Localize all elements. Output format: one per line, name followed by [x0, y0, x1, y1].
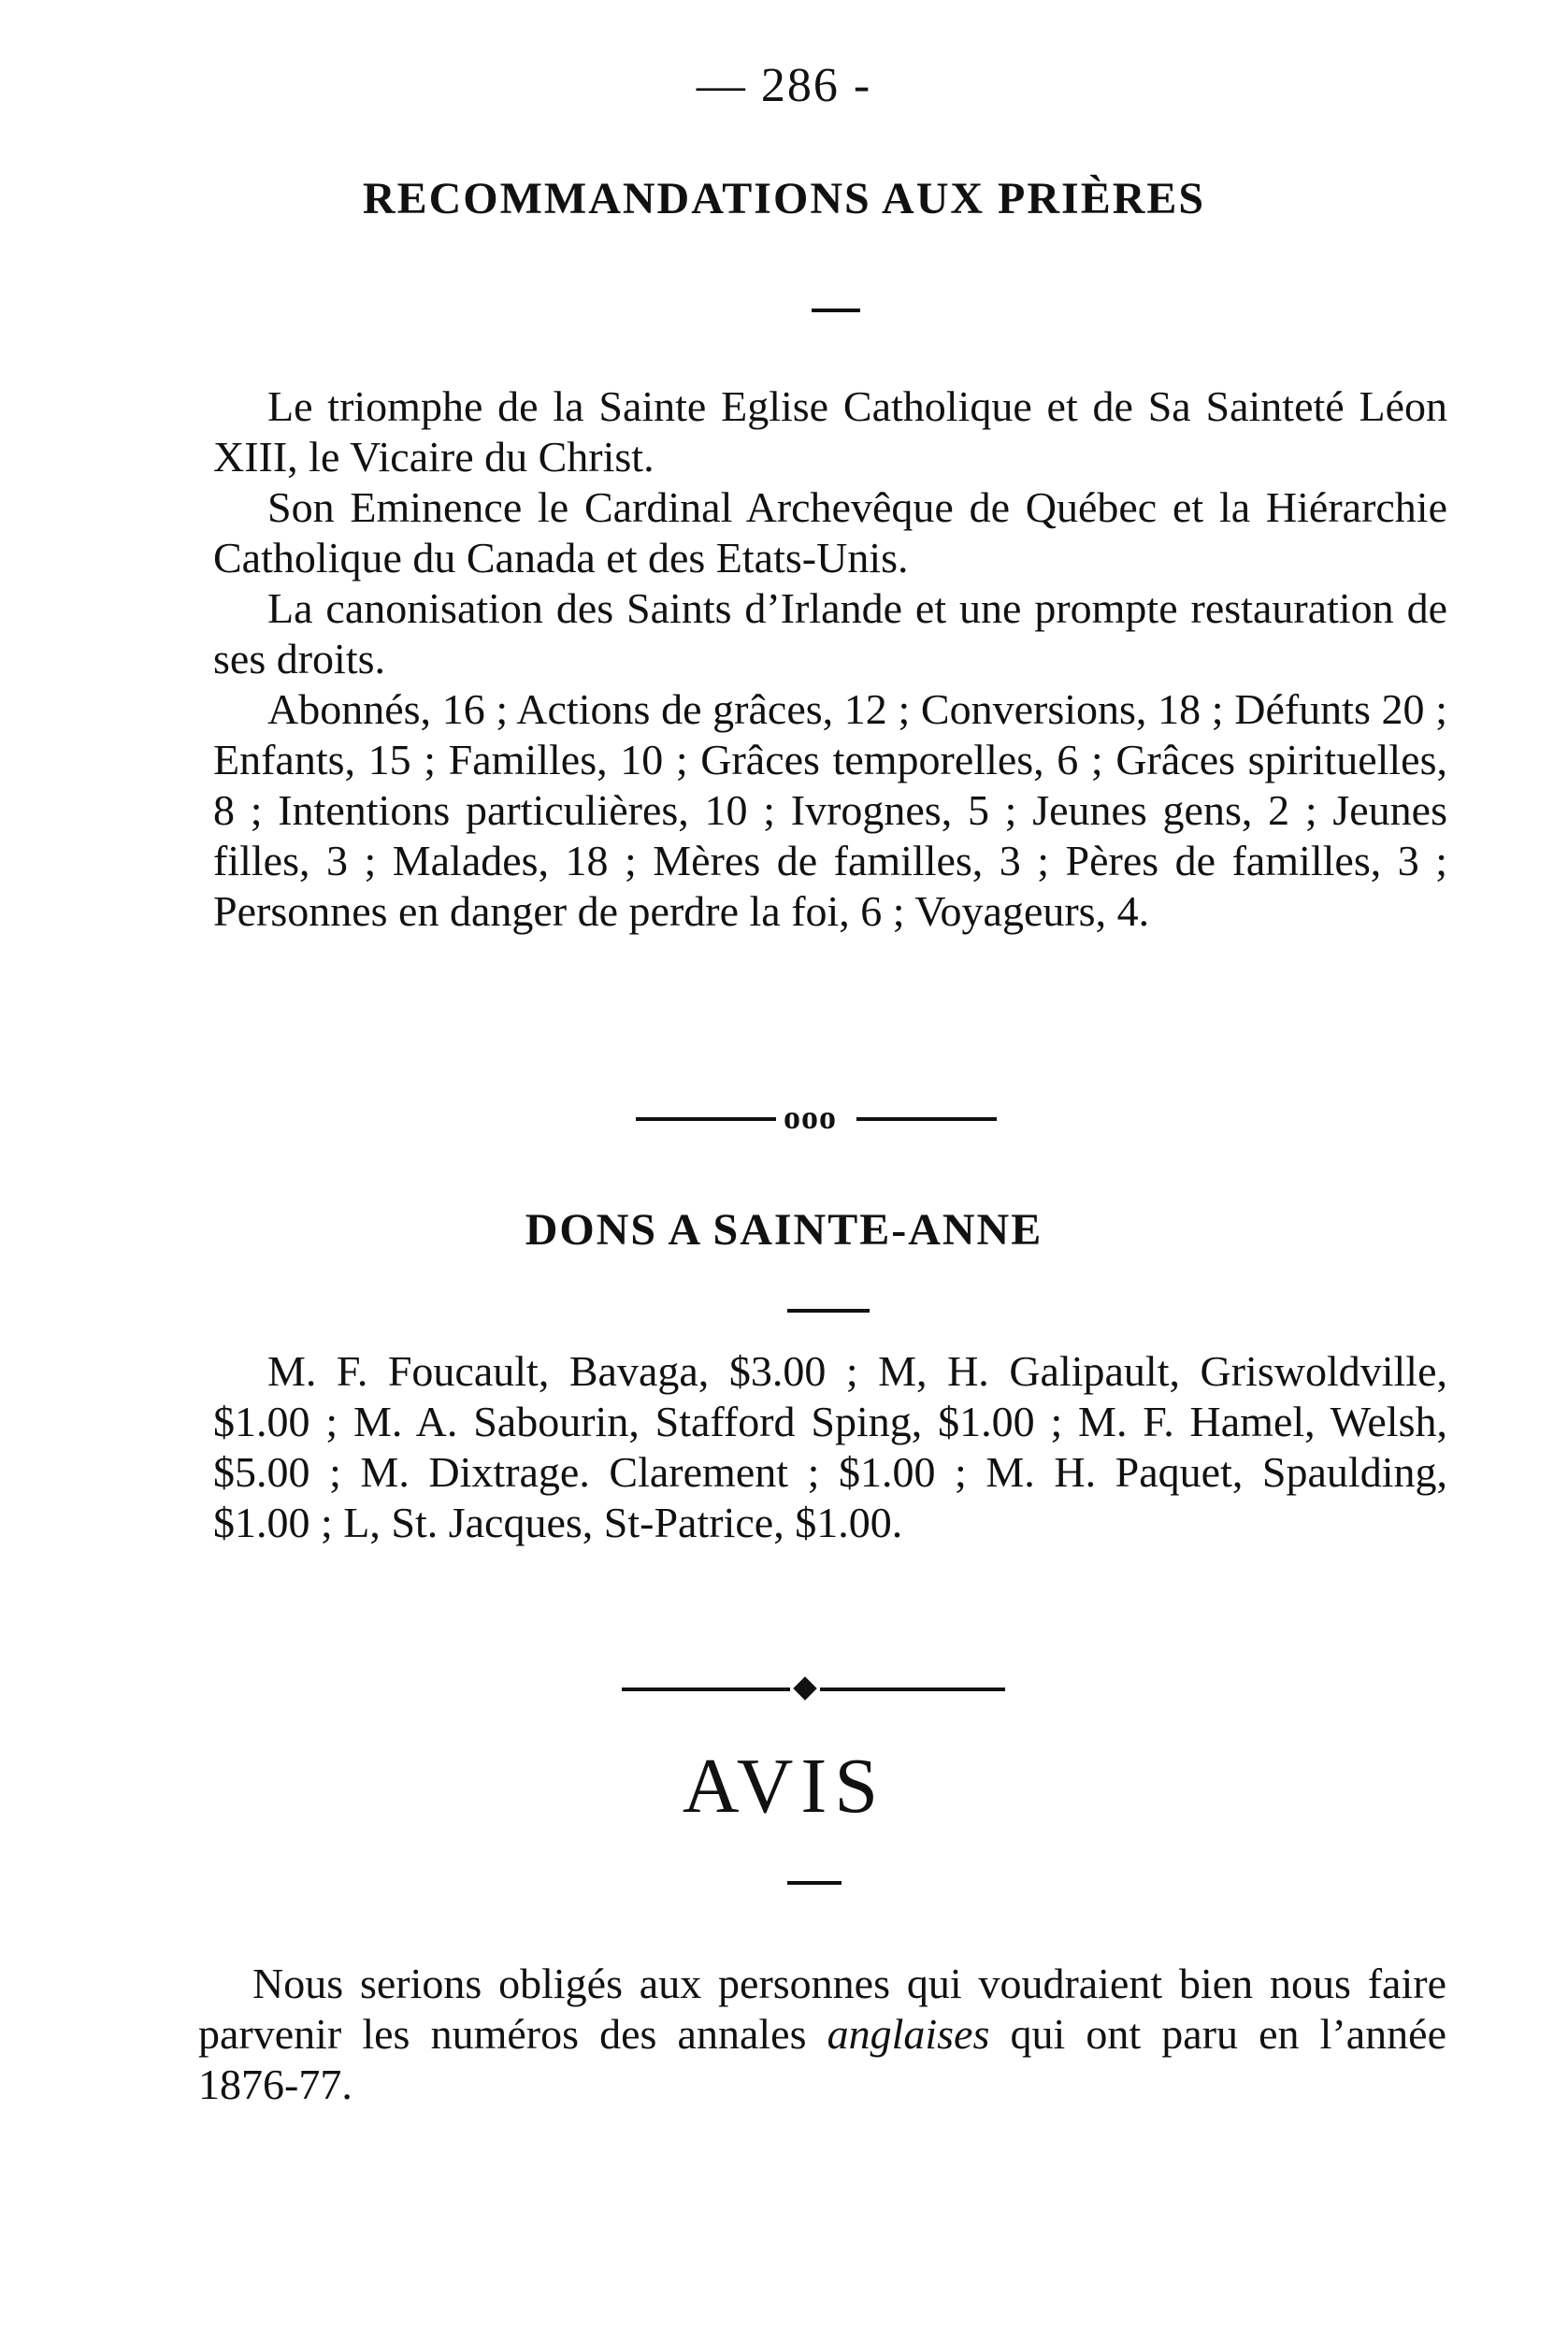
section-title-dons: DONS A SAINTE-ANNE — [525, 1205, 1043, 1255]
paragraph: Son Eminence le Cardinal Archevêque de Québec et la Hiérarchie Catholique du Canada et des Etats-Unis. — [213, 483, 1447, 582]
ooo-separator — [636, 1099, 1010, 1136]
page-number: — 286 - — [696, 59, 872, 112]
section-title-avis: AVIS — [682, 1743, 886, 1830]
diamond-separator — [622, 1678, 1005, 1701]
avis-text-start: Nous serions obligés aux personnes qui voudraient bien nous faire parvenir les numéros des annales — [198, 1960, 1446, 2058]
separator-line — [622, 1688, 790, 1691]
recommandations-text — [213, 381, 1447, 937]
section-title-recommandations: RECOMMANDATIONS AUX PRIÈRES — [362, 174, 1206, 223]
avis-text-end: qui ont paru en l’année 1876-77. — [198, 2010, 1447, 2108]
paragraph: La canonisation des Saints d’Irlande et une prompte restauration de ses droits. — [213, 584, 1447, 682]
separator-diamond — [793, 1676, 816, 1700]
separator-line — [820, 1688, 1005, 1691]
short-rule — [787, 1881, 842, 1885]
separator-line — [856, 1117, 997, 1121]
paragraph — [198, 1959, 1446, 2110]
separator-ooo: ooo — [784, 1099, 837, 1136]
paragraph: Le triomphe de la Sainte Eglise Catholique et de Sa Sainteté Léon XIII, le Vicaire du Christ. — [213, 382, 1447, 481]
separator-line — [636, 1117, 776, 1121]
avis-text-emphasis: anglaises — [827, 2010, 990, 2058]
paragraph: M. F. Foucault, Bavaga, $3.00 ; M, H. Galipault, Griswoldville, $1.00 ; M. A. Sabourin, Stafford Sping, $1.00 ; M. F. Hamel, Welsh, $5.00 ; M. Dixtrage. Clarement ; $1.00 ; M. H. Paquet, Spaulding, $1.00 ; L, St. Jacques, St-Patrice, $1.00. — [213, 1347, 1447, 1546]
short-rule — [812, 309, 860, 312]
dons-text — [213, 1346, 1447, 1548]
avis-text — [198, 1959, 1446, 2110]
paragraph: Abonnés, 16 ; Actions de grâces, 12 ; Conversions, 18 ; Défunts 20 ; Enfants, 15 ; Familles, 10 ; Grâces temporelles, 6 ; Grâces spirituelles, 8 ; Intentions particulières, 10 ; Ivrognes, 5 ; Jeunes gens, 2 ; Jeunes filles, 3 ; Malades, 18 ; Mères de familles, 3 ; Pères de familles, 3 ; Personnes en danger de perdre la foi, 6 ; Voyageurs, 4. — [213, 685, 1447, 935]
short-rule — [787, 1309, 870, 1313]
